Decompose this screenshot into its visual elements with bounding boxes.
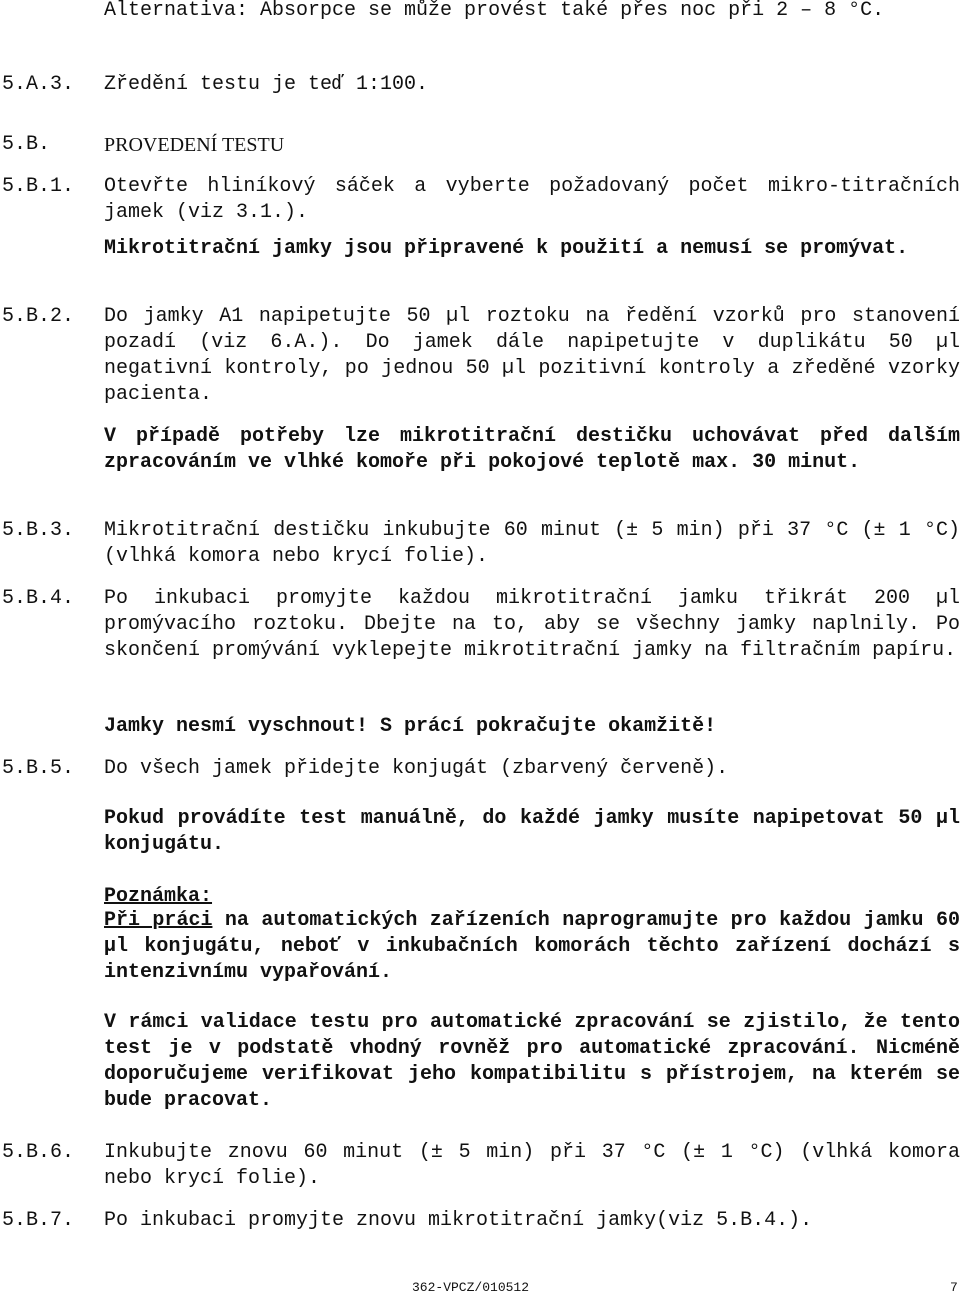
section-number: 5.B.4. bbox=[2, 587, 75, 610]
section-text: Do všech jamek přidejte konjugát (zbarvený červeně). bbox=[104, 757, 729, 780]
section-5B7 bbox=[2, 1208, 960, 1234]
document-code: 362-VPCZ/010512 bbox=[412, 1280, 530, 1295]
section-text: Po inkubaci promyjte každou mikrotitrační jamku třikrát 200 µl promývacího roztoku. Dbejte na to, aby se všechny jamky naplnily. Po skončení promývání vyklepejte mikrotitrační jamky na filtračním papíru. bbox=[104, 587, 960, 662]
section-number: 5.B. bbox=[2, 133, 51, 156]
section-5B-heading bbox=[2, 132, 960, 158]
section-5A3 bbox=[2, 72, 960, 98]
section-5B5 bbox=[2, 756, 960, 782]
section-number: 5.B.2. bbox=[2, 305, 75, 328]
section-text: Do jamky A1 napipetujte 50 µl roztoku na ředění vzorků pro stanovení pozadí (viz 6.A.). Do jamek dále napipetujte v duplikátu 50 µl negativní kontroly, po jednou 50 µl pozitivní kontroly a zředěné vzorky pacienta. bbox=[104, 305, 960, 406]
section-text: Mikrotitrační destičku inkubujte 60 minut (± 5 min) při 37 °C (± 1 °C) (vlhká komora nebo krycí folie). bbox=[104, 519, 960, 568]
section-title: PROVEDENÍ TESTU bbox=[104, 134, 285, 156]
emphasis-text: V případě potřeby lze mikrotitrační destičku uchovávat před dalším zpracováním ve vlhké komoře při pokojové teplotě max. 30 minut. bbox=[104, 425, 960, 474]
section-5B1 bbox=[2, 174, 960, 226]
section-text: Inkubujte znovu 60 minut (± 5 min) při 37 °C (± 1 °C) (vlhká komora nebo krycí folie). bbox=[104, 1141, 960, 1190]
section-5B6 bbox=[2, 1140, 960, 1192]
section-5B1-emphasis bbox=[2, 236, 960, 262]
section-5B4 bbox=[2, 586, 960, 664]
section-number: 5.B.5. bbox=[2, 757, 75, 780]
section-5B2-emphasis bbox=[2, 424, 960, 476]
note-label: Poznámka: bbox=[104, 885, 213, 908]
section-number: 5.A.3. bbox=[2, 73, 75, 96]
section-number: 5.B.1. bbox=[2, 175, 75, 198]
section-text: Otevřte hliníkový sáček a vyberte požadovaný počet mikro-titračních jamek (viz 3.1.). bbox=[104, 175, 960, 224]
section-number: 5.B.6. bbox=[2, 1141, 75, 1164]
section-5B2 bbox=[2, 304, 960, 408]
page-number: 7 bbox=[950, 1280, 958, 1295]
section-number: 5.B.3. bbox=[2, 519, 75, 542]
emphasis-text: Pokud provádíte test manuálně, do každé jamky musíte napipetovat 50 µl konjugátu. bbox=[104, 807, 960, 856]
section-text: Po inkubaci promyjte znovu mikrotitrační jamky(viz 5.B.4.). bbox=[104, 1209, 813, 1232]
note-text bbox=[104, 908, 960, 986]
validation-text: V rámci validace testu pro automatické zpracování se zjistilo, že tento test je v podstatě vhodný rovněž pro automatické zpracování. Nicméně doporučujeme verifikovat jeho kompatibilitu s přístrojem, na kterém se bude pracovat. bbox=[104, 1011, 960, 1112]
note-block bbox=[2, 908, 960, 986]
alternative-note: Alternativa: Absorpce se může provést také přes noc při 2 – 8 °C. bbox=[104, 0, 885, 22]
note-rest: na automatických zařízeních naprogramujte pro každou jamku 60 µl konjugátu, neboť v inkubačních komorách těchto zařízení dochází s intenzivnímu vypařování. bbox=[104, 909, 960, 984]
note-label-row bbox=[2, 884, 960, 910]
section-number: 5.B.7. bbox=[2, 1209, 75, 1232]
section-text: Zředění testu je teď 1:100. bbox=[104, 73, 429, 96]
section-5B3 bbox=[2, 518, 960, 570]
note-underlined-lead: Při práci bbox=[104, 909, 213, 932]
section-5B4-emphasis bbox=[2, 714, 960, 740]
emphasis-text: Mikrotitrační jamky jsou připravené k použití a nemusí se promývat. bbox=[104, 237, 909, 260]
emphasis-text: Jamky nesmí vyschnout! S prácí pokračujte okamžitě! bbox=[104, 715, 717, 738]
section-5B5-emphasis bbox=[2, 806, 960, 858]
validation-note bbox=[2, 1010, 960, 1114]
